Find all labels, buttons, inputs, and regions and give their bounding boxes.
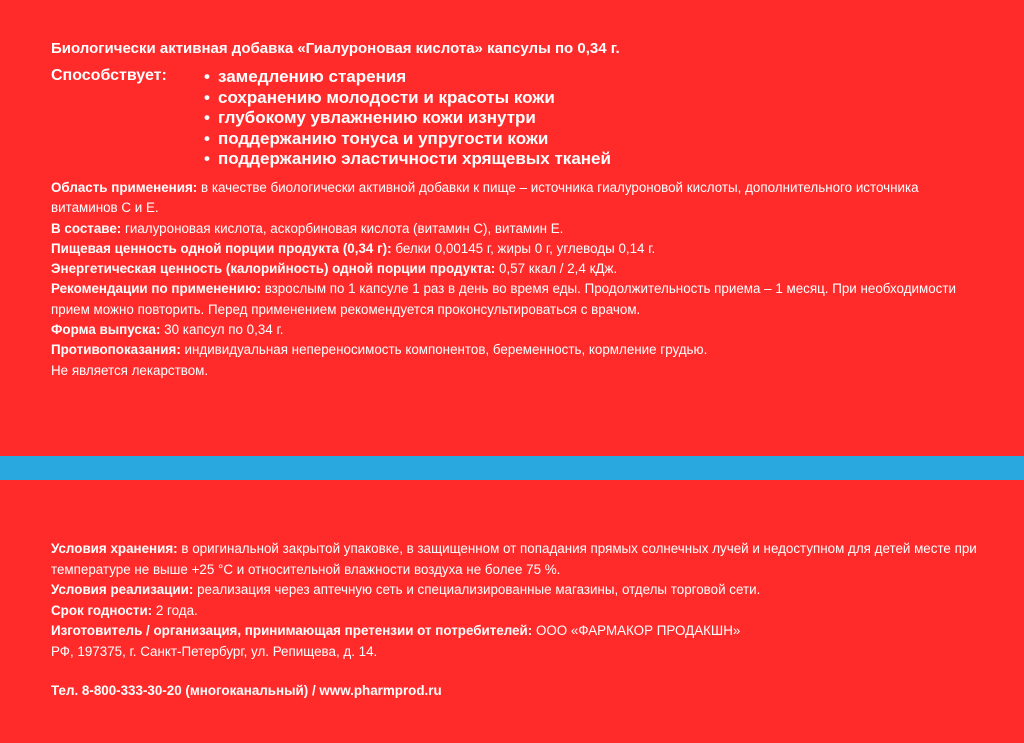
- contraindications-paragraph: [51, 340, 981, 360]
- shelf-life-text: 2 года.: [155, 602, 198, 618]
- contraindications-text: индивидуальная непереносимость компонентов, беременность, кормление грудью.: [184, 342, 708, 358]
- form-text: 30 капсул по 0,34 г.: [164, 322, 284, 338]
- contraindications-label: Противопоказания:: [51, 342, 181, 358]
- storage-paragraph: [51, 539, 981, 580]
- form-label: Форма выпуска:: [51, 322, 161, 338]
- composition-text: гиалуроновая кислота, аскорбиновая кислота (витамин С), витамин Е.: [125, 220, 564, 236]
- contact-line: Тел. 8-800-333-30-20 (многоканальный) / www.pharmprod.ru: [51, 683, 442, 698]
- benefit-item: • глубокому увлажнению кожи изнутри: [204, 108, 611, 129]
- composition-label: В составе:: [51, 220, 122, 236]
- blue-divider-stripe: [0, 456, 1024, 480]
- address-line: РФ, 197375, г. Санкт-Петербург, ул. Репищева, д. 14.: [51, 643, 378, 659]
- manufacturer-text: ООО «ФАРМАКОР ПРОДАКШН»: [535, 623, 741, 638]
- energy-paragraph: [51, 259, 981, 279]
- energy-label: Энергетическая ценность (калорийность) одной порции продукта:: [51, 261, 496, 277]
- product-title: Биологически активная добавка «Гиалуроновая кислота» капсулы по 0,34 г.: [51, 40, 620, 57]
- application-text: в качестве биологически активной добавки к пище – источника гиалуроновой кислоты, дополнительного источника витаминов С и Е.: [51, 180, 919, 216]
- benefit-item: • поддержанию тонуса и упругости кожи: [204, 129, 611, 150]
- form-paragraph: [51, 320, 981, 340]
- not-medicine-note: Не является лекарством.: [51, 362, 209, 378]
- recommendations-paragraph: [51, 279, 981, 320]
- benefit-item: • замедлению старения: [204, 67, 611, 88]
- application-paragraph: [51, 178, 981, 219]
- product-info-block: [51, 178, 981, 381]
- shelf-life-label: Срок годности:: [51, 602, 153, 618]
- recommendations-text: взрослым по 1 капсуле 1 раз в день во время еды. Продолжительность приема – 1 месяц. При необходимости прием можно повторить. Перед применением рекомендуется проконсультироваться с врачом.: [51, 281, 956, 317]
- benefits-list: [204, 67, 611, 170]
- nutrition-text: белки 0,00145 г, жиры 0 г, углеводы 0,14 г.: [395, 240, 656, 256]
- recommendations-label: Рекомендации по применению:: [51, 281, 261, 297]
- storage-info-block: [51, 539, 981, 662]
- manufacturer-label: Изготовитель / организация, принимающая претензии от потребителей:: [51, 623, 533, 638]
- sales-label: Условия реализации:: [51, 582, 194, 597]
- benefits-label: Способствует:: [51, 67, 167, 84]
- storage-label: Условия хранения:: [51, 541, 178, 556]
- sales-paragraph: [51, 580, 981, 601]
- benefit-item: • сохранению молодости и красоты кожи: [204, 88, 611, 109]
- energy-text: 0,57 ккал / 2,4 кДж.: [499, 261, 618, 277]
- application-label: Область применения:: [51, 180, 198, 195]
- benefit-item: • поддержанию эластичности хрящевых тканей: [204, 149, 611, 170]
- storage-text: в оригинальной закрытой упаковке, в защищенном от попадания прямых солнечных лучей и недоступном для детей месте при температуре не выше +25 °С и относительной влажности воздуха не более 75 %.: [51, 541, 977, 577]
- nutrition-paragraph: [51, 239, 981, 259]
- sales-text: реализация через аптечную сеть и специализированные магазины, отделы торговой сети.: [197, 582, 761, 597]
- composition-paragraph: [51, 219, 981, 239]
- shelf-life-paragraph: [51, 601, 981, 622]
- manufacturer-paragraph: [51, 621, 981, 642]
- nutrition-label: Пищевая ценность одной порции продукта (0,34 г):: [51, 240, 392, 256]
